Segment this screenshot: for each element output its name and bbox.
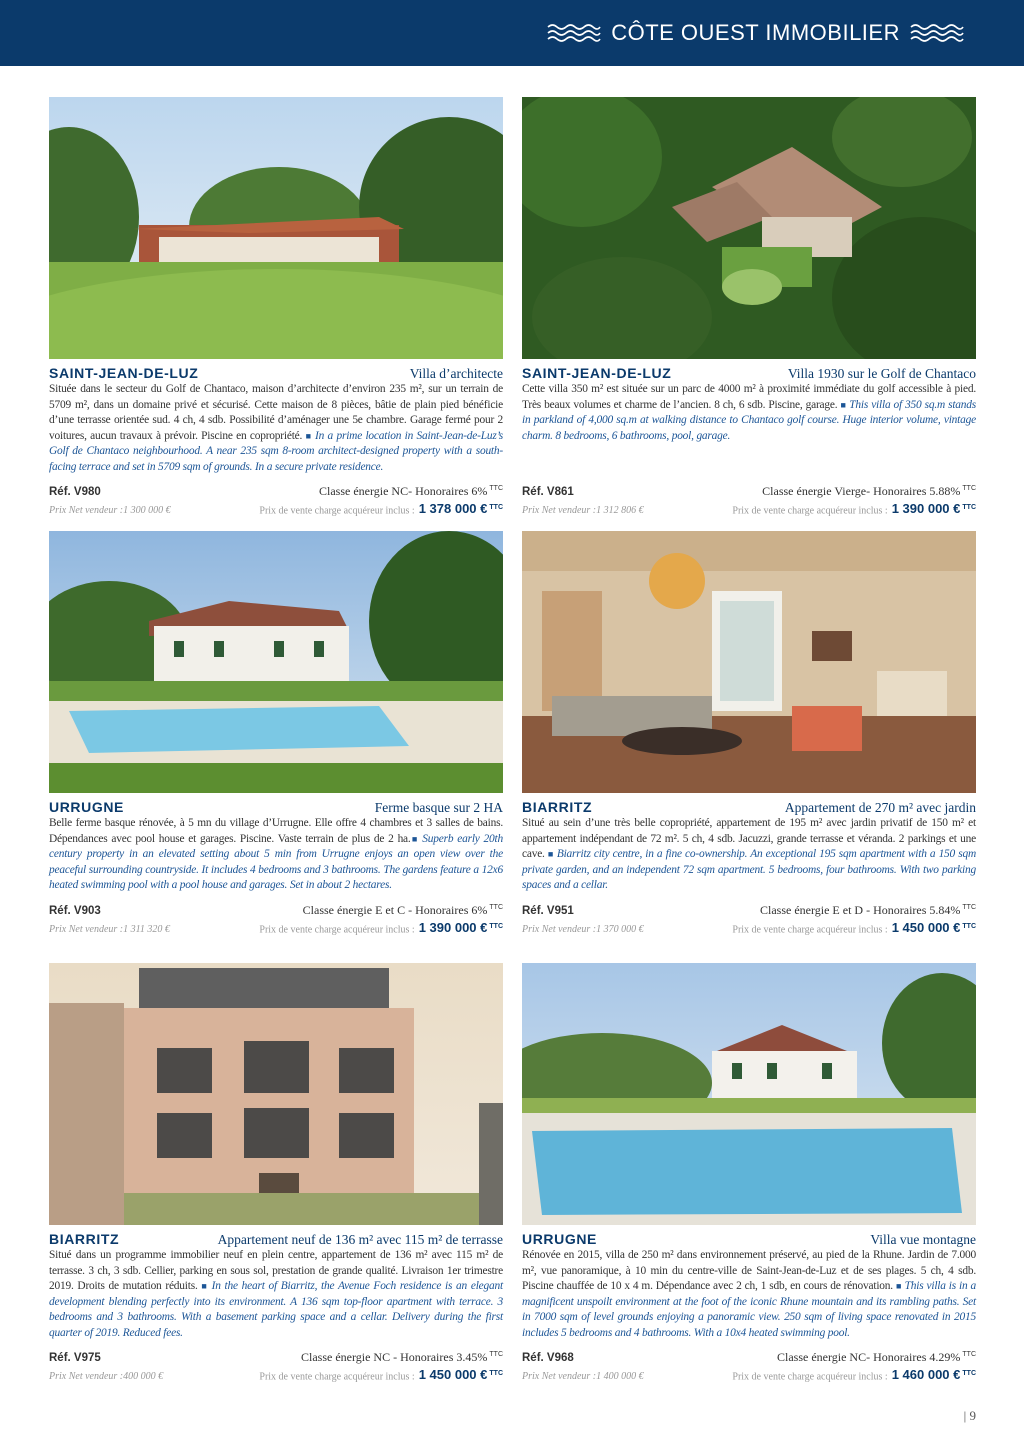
listing-card	[522, 963, 976, 1385]
listing-type: Villa d’architecte	[409, 366, 503, 381]
energy-class: Classe énergie Vierge- Honoraires 5.88% $^{TTC}$	[762, 484, 976, 498]
sale-price: Prix de vente charge acquéreur inclus : 1 450 000 € $^{TTC}$	[732, 919, 976, 935]
square-bullet-icon: ■	[201, 1281, 208, 1291]
sale-price: Prix de vente charge acquéreur inclus : 1 390 000 € $^{TTC}$	[732, 501, 976, 517]
listing-card	[49, 97, 503, 519]
listing-city: SAINT-JEAN-DE-LUZ	[522, 365, 672, 381]
description-fr: Situé au sein d’une très belle copropriété, appartement de 195 m² avec jardin privatif de 150 m² et appartement indépendant de 72 m². 5 ch, 4 sdb. Jacuzzi, grande terrasse et véranda. 2 parkings et une cave.	[522, 817, 976, 860]
description-fr: Rénovée en 2015, villa de 250 m² dans environnement préservé, au pied de la Rhune. Jardin de 7.000 m², vue panoramique, à 10 min du centre-ville de Saint-Jean-de-Luz et de ses plages. 5 ch, 4 sdb. Piscine chauffée de 10 x 4 m. Dépendance avec 2 ch, 1 sdb, en cours de rénovation.	[522, 1249, 976, 1292]
net-price: Prix Net vendeur :1 370 000 €	[522, 923, 644, 935]
description-fr: Cette villa 350 m² est située sur un parc de 4000 m² à proximité immédiate du golf accessible à pied. Très beaux volumes et charme de l’ancien. 8 ch, 6 sdb. Piscine, garage.	[522, 383, 976, 411]
listing-card	[49, 963, 503, 1385]
listing-ref: Réf. V968	[522, 1352, 574, 1364]
listing-city: URRUGNE	[49, 799, 124, 815]
listing-type: Ferme basque sur 2 HA	[374, 800, 503, 815]
square-bullet-icon: ■	[305, 430, 312, 441]
listing-ref: Réf. V980	[49, 486, 101, 498]
description-en: In the heart of Biarritz, the Avenue Foch residence is an elegant development blending perfectly into its environment. A 136 sqm top-floor apartment with terrace. 3 bedrooms and 3 bathrooms. With a basement parking space and a cellar. Delivery during the first quarter of 2019. Reduced fees.	[49, 1280, 503, 1339]
energy-class: Classe énergie NC - Honoraires 3.45% $^{TTC}$	[300, 1350, 503, 1364]
square-bullet-icon: ■	[840, 399, 847, 410]
property-photo	[522, 963, 976, 1225]
net-price: Prix Net vendeur :1 300 000 €	[49, 505, 171, 517]
description-fr: Belle ferme basque rénovée, à 5 mn du village d’Urrugne. Elle offre 4 chambres et 3 salles de bains. Dépendances avec pool house et garages. Piscine. Vaste terrain de plus de 2 ha.	[49, 817, 503, 845]
description-en: Superb early 20th century property in an elevated setting about 5 min from Urrugne enjoys an open view over the peaceful surrounding countryside. It includes 4 bedrooms and 3 bathrooms. The gardens feature a 12x6 heated swimming pool with a pool house and garages. Set in about 2 hectares.	[49, 832, 504, 891]
listing-city: SAINT-JEAN-DE-LUZ	[49, 365, 199, 381]
waves-icon	[910, 22, 964, 44]
listing-description	[522, 816, 976, 894]
square-bullet-icon: ■	[895, 1281, 902, 1291]
description-en: This villa is in a magnificent unspoilt environment at the foot of the iconic Rhune mountain and its rambling paths. Set in 7000 sqm of level grounds enjoying a panoramic view. 250 sqm of living space renovated in 2015 includes 5 bedrooms and 4 bathrooms. With a 10x4 heated swimming pool.	[522, 1280, 976, 1339]
description-en: Biarritz city centre, in a fine co-ownership. An exceptional 195 sqm apartment with a 150 sqm private garden, and an independent 72 sqm apartment. 5 bedrooms, four bathrooms. With two parking spaces and a cellar.	[522, 848, 976, 891]
price-value: 1 460 000 €	[891, 1367, 961, 1383]
property-photo	[522, 97, 976, 359]
net-price: Prix Net vendeur :1 312 806 €	[522, 505, 644, 517]
energy-class: Classe énergie E et C - Honoraires 6% $^{TTC}$	[302, 902, 503, 917]
listing-description	[49, 1248, 503, 1341]
listing-card	[522, 531, 976, 938]
energy-class: Classe énergie NC- Honoraires 6% $^{TTC}$	[318, 484, 503, 498]
listing-description	[49, 816, 503, 894]
listing-description	[522, 382, 976, 444]
listing-city: BIARRITZ	[49, 1231, 120, 1247]
energy-class: Classe énergie E et D - Honoraires 5.84% $^{TTC}$	[760, 902, 976, 917]
description-en: This villa of 350 sq.m stands in parkland of 4,000 sq.m at walking distance to Chantaco golf course. Huge interior volume, vintage charm. 8 bedrooms, 6 bathrooms, pool, garage.	[522, 398, 977, 442]
property-photo	[522, 531, 976, 793]
listing-ref: Réf. V975	[49, 1352, 101, 1364]
listing-card	[522, 97, 976, 519]
sale-price: Prix de vente charge acquéreur inclus : 1 390 000 € $^{TTC}$	[259, 919, 503, 935]
listing-type: Appartement neuf de 136 m² avec 115 m² de terrasse	[217, 1232, 503, 1247]
listing-ref: Réf. V951	[522, 904, 574, 917]
sale-price: Prix de vente charge acquéreur inclus : 1 450 000 € $^{TTC}$	[259, 1367, 503, 1383]
description-fr: Situé dans un programme immobilier neuf en plein centre, appartement de 136 m² avec 115 m² de terrasse. 3 ch, 3 sdb. Cellier, parking en sous sol, prestation de grande qualité. Livraison 1er trimestre 2019. Droits de mutation réduits.	[49, 1249, 503, 1292]
listing-ref: Réf. V903	[49, 904, 101, 917]
header-band	[0, 0, 1024, 66]
net-price: Prix Net vendeur :400 000 €	[49, 1371, 164, 1383]
listing-type: Villa 1930 sur le Golf de Chantaco	[787, 366, 976, 381]
listing-description	[522, 1248, 976, 1341]
brand-logo	[547, 20, 964, 46]
price-value: 1 450 000 €	[891, 919, 961, 935]
price-value: 1 390 000 €	[418, 919, 488, 935]
energy-class: Classe énergie NC- Honoraires 4.29% $^{TTC}$	[776, 1350, 976, 1364]
property-photo	[49, 963, 503, 1225]
square-bullet-icon: ■	[547, 849, 554, 859]
net-price: Prix Net vendeur :1 400 000 €	[522, 1371, 644, 1383]
property-photo	[49, 531, 503, 793]
listing-city: URRUGNE	[522, 1231, 597, 1247]
sale-price: Prix de vente charge acquéreur inclus : 1 378 000 € $^{TTC}$	[259, 501, 503, 517]
listing-city: BIARRITZ	[522, 799, 593, 815]
listing-description	[49, 382, 503, 475]
net-price: Prix Net vendeur :1 311 320 €	[49, 923, 170, 935]
square-bullet-icon: ■	[410, 833, 419, 844]
property-photo	[49, 97, 503, 359]
description-fr: Située dans le secteur du Golf de Chantaco, maison d’architecte d’environ 235 m², sur un terrain de 5709 m², dans un domaine privé et sécurisé. Cette maison de 8 pièces, bâtie de plain pied bénéficie d’une terrasse orientée sud. 4 ch, 4 sdb. Possibilité d’aménager une 5e chambre. Garage fermé pour 2 voitures, aucun travaux à prévoir. Piscine en copropriété.	[49, 383, 503, 442]
price-value: 1 390 000 €	[891, 501, 961, 517]
listing-type: Villa vue montagne	[870, 1232, 976, 1247]
price-value: 1 450 000 €	[418, 1367, 488, 1383]
listing-card	[49, 531, 503, 938]
waves-icon	[547, 22, 601, 44]
page-number: | 9	[963, 1408, 976, 1423]
price-value: 1 378 000 €	[418, 501, 488, 517]
listing-type: Appartement de 270 m² avec jardin	[784, 800, 976, 815]
brand-name: CÔTE OUEST IMMOBILIER	[611, 20, 900, 45]
description-en: In a prime location in Saint-Jean-de-Luz’s Golf de Chantaco neighbourhood. A near 235 sqm 8-room architect-designed property with a south-facing terrace and set in 5709 sqm of grounds. In a secure private residence.	[49, 429, 503, 473]
sale-price: Prix de vente charge acquéreur inclus : 1 460 000 € $^{TTC}$	[732, 1367, 976, 1383]
listing-ref: Réf. V861	[522, 486, 574, 498]
